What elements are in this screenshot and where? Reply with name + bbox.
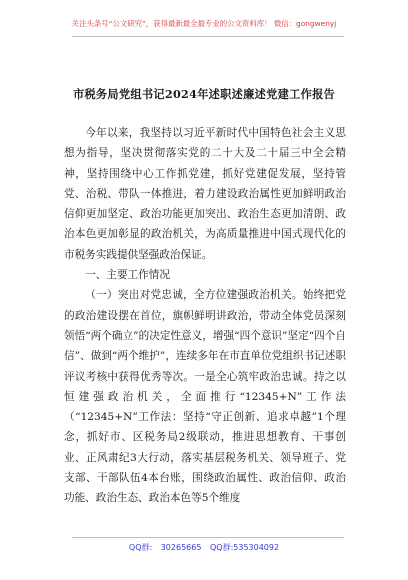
- document-title: 市税务局党组书记2024年述职述廉述党建工作报告: [72, 87, 336, 101]
- section-heading: 一、主要工作情况: [85, 269, 170, 282]
- body-paragraph-1: （一）突出对党忠诚，全方位建强政治机关。始终把党的政治建设摆在首位，旗帜鲜明讲政治，带动全体党员深刻领悟“两个确立”的决定性意义，增强“四个意识”坚定“四个自信”、做到“两个维护”，连续多年在市直单位党组织书记述职评议考核中获得优秀等次。一是全心筑牢政治忠诚。持之以恒建强政治机关，全面推行“12345+N”工作法（“12345+N”工作法：坚持“守正创新、追求卓越”1个理念，抓好市、区税务局2级联动，推进思想教育、干事创业、正风肃纪3大行动，落实基层税务机关、领导班子、党支部、干部队伍4本台账，围绕政治属性、政治信仰、政治功能、政治生态、政治本色等5个维度: [64, 289, 346, 505]
- header-divider: [72, 36, 344, 37]
- header-notice: 关注头条号“公文研究”，获得最新最全最专业的公文资料库！ 微信：gongwenyj: [71, 19, 337, 28]
- intro-paragraph: 今年以来，我坚持以习近平新时代中国特色社会主义思想为指导，坚决贯彻落实党的二十大及二十届三中全会精神，坚持围绕中心工作抓党建，抓好党建促发展，坚持管党、治税、带队一体推进，着力建设政治属性更加鲜明政治信仰更加坚定、政治功能更加突出、政治生态更加清朗、政治本色更加彰显的政治机关，为高质量推进中国式现代化的市税务实践提供坚强政治保证。: [64, 127, 346, 261]
- footer-divider: [72, 537, 344, 538]
- footer-contact: QQ群: 30265665 QQ群:535304092: [128, 543, 280, 552]
- document-body: [64, 123, 346, 509]
